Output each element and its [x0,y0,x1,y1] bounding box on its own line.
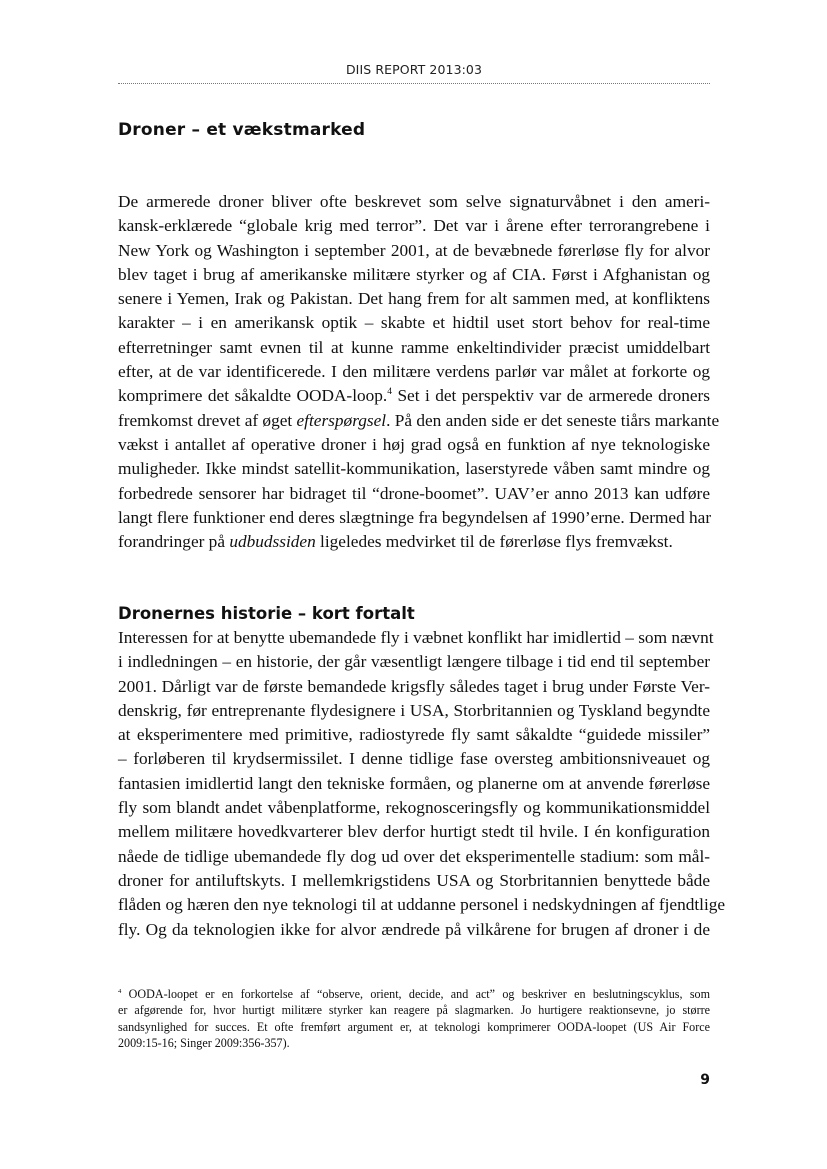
text-line: efterretninger samt evnen til at kunne ramme enkeltindivider præcist umiddelbart [118,337,710,357]
emphasis-text: efterspørgsel [296,410,387,430]
text-segment: ligeledes medvirket til de førerløse flys fremvækst. [315,532,673,552]
text-line: New York og Washington i september 2001, at de bevæbnede førerløse fly for alvor [118,240,710,260]
text-line: at eksperimentere med primitive, radiostyrede fly samt såkaldte “guidede missiler” [118,725,710,745]
text-line: fantasien imidlertid langt den tekniske formåen, og planerne om at anvende førerløse [118,773,710,793]
page-number: 9 [700,1072,710,1088]
text-segment: OODA-loopet er en forkortelse af “observe, orient, decide, and act” og beskriver en beslutningscyklus, som [121,987,710,1001]
text-line: mellem militære hovedkvarterer blev derfor hurtigt stedt til hvile. I én konfiguration [118,822,710,842]
footnote [118,986,710,1052]
text-line: langt flere funktioner end deres slægtninge fra begyndelsen af 1990’erne. Dermed har [118,507,712,527]
text-line: droner for antiluftskyts. I mellemkrigstidens USA og Storbritannien benyttede både [118,870,710,890]
text-line [118,530,710,554]
text-line: i indledningen – en historie, der går væsentligt længere tilbage i tid end til september [118,652,710,672]
paragraph-history [118,626,726,942]
footnote-line: er afgørende for, hvor hurtigt militære styrker kan reagere på slagmarken. Jo hurtigere reaktionsevne, jo større [118,1003,710,1018]
paragraph-intro [118,190,720,554]
section-heading: Droner – et vækstmarked [118,120,366,140]
running-header: DIIS REPORT 2013:03 [345,62,483,77]
subsection-heading: Dronernes historie – kort fortalt [118,604,415,623]
text-line: karakter – i en amerikansk optik – skabte et hidtil uset stort behov for real-time [118,313,710,333]
text-line: muligheder. Ikke mindst satellit-kommunikation, laserstyrede våben samt mindre og [118,459,710,479]
footnote-marker: 4 [118,987,122,995]
footnote-line: 2009:15-16; Singer 2009:356-357). [118,1036,290,1051]
text-line: efter, at de var identificerede. I den militære verdens parlør var målet at forkorte og [118,362,710,382]
text-line: nåede de tidlige ubemandede fly dog ud over det eksperimentelle stadium: som mål- [118,846,710,866]
text-segment: komprimere det såkaldte OODA-loop. [118,386,388,406]
text-line: flåden og hæren den nye teknologi til at uddanne personel i nedskydningen af fjendtlige [118,895,726,915]
text-segment: forandringer på [118,532,230,552]
text-line: 2001. Dårligt var de første bemandede krigsfly således taget i brug under Første Ver- [118,676,710,696]
text-line: senere i Yemen, Irak og Pakistan. Det hang frem for alt sammen med, at konfliktens [118,289,710,309]
text-line: forbedrede sensorer har bidraget til “drone-boomet”. UAV’er anno 2013 kan udføre [118,483,710,503]
footnote-reference[interactable]: 4 [387,387,392,398]
text-line: De armerede droner bliver ofte beskrevet som selve signaturvåbnet i den ameri- [118,192,710,211]
text-line: Interessen for at benytte ubemandede fly i væbnet konflikt har imidlertid – som nævnt [118,628,714,647]
text-line: kansk-erklærede “globale krig med terror”. Det var i årene efter terrorangrebene i [118,216,710,236]
text-segment: . På den anden side er det seneste tiårs markante [386,410,720,430]
text-line: – forløberen til krydsermissilet. I denne tidlige fase oversteg ambitionsniveauet og [118,749,710,769]
footnote-line: sandsynlighed for succes. Et ofte fremført argument er, at teknologi komprimerer OODA-loopet (US Air Force [118,1019,710,1034]
text-segment: Set i det perspektiv var de armerede droners [392,386,710,406]
text-line: denskrig, før entreprenante flydesignere i USA, Storbritannien og Tyskland begyndte [118,700,710,720]
text-line [118,384,710,408]
footnote-line [118,986,710,1002]
emphasis-text: udbudssiden [229,532,316,552]
text-segment: fremkomst drevet af øget [118,410,297,430]
text-line: fly. Og da teknologien ikke for alvor ændrede på vilkårene for brugen af droner i de [118,919,710,939]
text-line: blev taget i brug af amerikanske militære styrker og af CIA. Først i Afghanistan og [118,264,710,284]
text-line [118,409,720,433]
header-divider [118,83,710,84]
text-line: vækst i antallet af operative droner i høj grad også en funktion af nye teknologiske [118,434,710,454]
text-line: fly som blandt andet våbenplatforme, rekognosceringsfly og kommunikationsmiddel [118,798,710,818]
